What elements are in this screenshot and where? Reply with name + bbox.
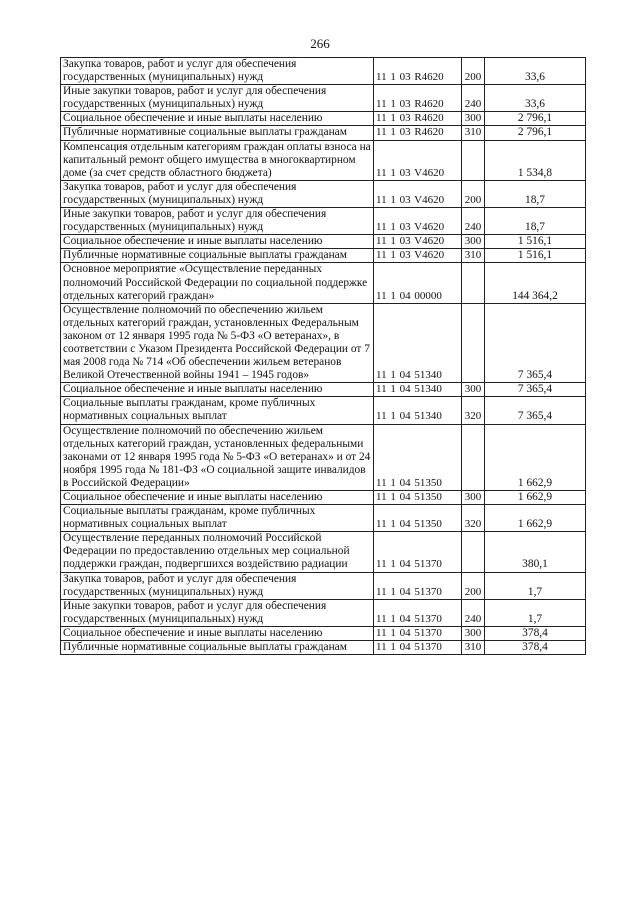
expense-type-code-cell: 200 bbox=[462, 180, 485, 207]
target-article-code-cell: 11 1 04 51370 bbox=[374, 572, 462, 599]
amount-cell: 18,7 bbox=[485, 208, 586, 235]
target-article-code-cell: 11 1 04 51350 bbox=[374, 424, 462, 490]
expense-name-cell bbox=[61, 599, 374, 626]
target-article-code-cell: 11 1 04 51370 bbox=[374, 532, 462, 572]
expense-name-text: Публичные нормативные социальные выплаты гражданам bbox=[63, 249, 347, 262]
expense-name-text: Публичные нормативные социальные выплаты гражданам bbox=[63, 126, 347, 139]
amount-cell: 1,7 bbox=[485, 572, 586, 599]
amount-cell: 1 662,9 bbox=[485, 424, 586, 490]
target-article-code-cell: 11 1 04 51350 bbox=[374, 491, 462, 505]
expense-type-code-cell: 240 bbox=[462, 85, 485, 112]
target-article-code-cell: 11 1 04 51370 bbox=[374, 626, 462, 640]
expense-name-text: Иные закупки товаров, работ и услуг для обеспечения государственных (муниципальных) нужд bbox=[63, 208, 327, 234]
expense-name-text: Закупка товаров, работ и услуг для обеспечения государственных (муниципальных) нужд bbox=[63, 572, 297, 598]
expense-name-text: Социальное обеспечение и иные выплаты населению bbox=[63, 235, 323, 248]
target-article-code-cell: 11 1 03 V4620 bbox=[374, 140, 462, 180]
target-article-code-cell: 11 1 03 V4620 bbox=[374, 249, 462, 263]
table-row bbox=[61, 140, 586, 180]
table-row bbox=[61, 572, 586, 599]
expense-name-cell bbox=[61, 641, 374, 655]
expense-name-text: Осуществление полномочий по обеспечению жильем отдельных категорий граждан, установленных Федеральным законом от 12 января 1995 года № 5-ФЗ «О ветеранах», в соответствии с Указом Президента Российской Федерации от 7 мая 2008 года № 714 «Об обеспечении жильем ветеранов Великой Отечественной войны 1941 – 1945 годов» bbox=[63, 303, 370, 382]
expense-type-code-cell: 240 bbox=[462, 599, 485, 626]
expense-type-code-cell: 300 bbox=[462, 491, 485, 505]
amount-cell: 1,7 bbox=[485, 599, 586, 626]
target-article-code-cell: 11 1 03 V4620 bbox=[374, 208, 462, 235]
amount-cell: 1 516,1 bbox=[485, 235, 586, 249]
budget-table bbox=[60, 57, 586, 655]
expense-name-text: Социальные выплаты гражданам, кроме публичных нормативных социальных выплат bbox=[63, 397, 316, 423]
expense-type-code-cell: 200 bbox=[462, 572, 485, 599]
expense-name-cell bbox=[61, 263, 374, 303]
expense-type-code-cell bbox=[462, 140, 485, 180]
target-article-code-cell: 11 1 03 V4620 bbox=[374, 235, 462, 249]
table-row bbox=[61, 126, 586, 140]
target-article-code-cell: 11 1 04 51370 bbox=[374, 641, 462, 655]
expense-name-text: Иные закупки товаров, работ и услуг для обеспечения государственных (муниципальных) нужд bbox=[63, 85, 327, 111]
amount-cell: 7 365,4 bbox=[485, 397, 586, 424]
target-article-code-cell: 11 1 03 V4620 bbox=[374, 180, 462, 207]
table-row bbox=[61, 641, 586, 655]
expense-name-text: Социальное обеспечение и иные выплаты населению bbox=[63, 112, 323, 125]
table-row bbox=[61, 505, 586, 532]
expense-name-cell bbox=[61, 249, 374, 263]
expense-name-cell bbox=[61, 208, 374, 235]
expense-name-text: Компенсация отдельным категориям граждан оплаты взноса на капитальный ремонт общего имущества в многоквартирном доме (за счет средств областного бюджета) bbox=[63, 140, 371, 179]
expense-type-code-cell: 200 bbox=[462, 58, 485, 85]
amount-cell: 378,4 bbox=[485, 626, 586, 640]
target-article-code-cell: 11 1 04 51340 bbox=[374, 383, 462, 397]
expense-name-cell bbox=[61, 383, 374, 397]
expense-name-cell bbox=[61, 303, 374, 383]
expense-type-code-cell: 300 bbox=[462, 626, 485, 640]
amount-cell: 1 516,1 bbox=[485, 249, 586, 263]
table-row bbox=[61, 599, 586, 626]
table-row bbox=[61, 491, 586, 505]
amount-cell: 7 365,4 bbox=[485, 303, 586, 383]
table-row bbox=[61, 626, 586, 640]
target-article-code-cell: 11 1 04 51350 bbox=[374, 505, 462, 532]
table-row bbox=[61, 235, 586, 249]
page-number: 266 bbox=[310, 36, 330, 51]
expense-name-cell bbox=[61, 112, 374, 126]
amount-cell: 380,1 bbox=[485, 532, 586, 572]
target-article-code-cell: 11 1 04 51370 bbox=[374, 599, 462, 626]
budget-table-body bbox=[61, 58, 586, 655]
expense-name-text: Социальное обеспечение и иные выплаты населению bbox=[63, 491, 323, 503]
expense-name-cell bbox=[61, 626, 374, 640]
expense-name-text: Социальное обеспечение и иные выплаты населению bbox=[63, 383, 323, 396]
target-article-code-cell: 11 1 04 51340 bbox=[374, 397, 462, 424]
expense-type-code-cell: 300 bbox=[462, 112, 485, 126]
expense-name-cell bbox=[61, 126, 374, 140]
expense-name-text: Основное мероприятие «Осуществление переданных полномочий Российской Федерации по социальной поддержке отдельных категорий граждан» bbox=[63, 263, 368, 302]
expense-type-code-cell bbox=[462, 532, 485, 572]
expense-name-cell bbox=[61, 85, 374, 112]
expense-name-text: Осуществление полномочий по обеспечению жильем отдельных категорий граждан, установленных федеральными законами от 12 января 1995 года № 5-ФЗ «О ветеранах» и от 24 ноября 1995 года № 181-ФЗ «О социальной защите инвалидов в Российской Федерации» bbox=[63, 424, 371, 489]
expense-name-text: Иные закупки товаров, работ и услуг для обеспечения государственных (муниципальных) нужд bbox=[63, 599, 327, 625]
expense-name-cell bbox=[61, 424, 374, 490]
expense-name-cell bbox=[61, 505, 374, 532]
expense-type-code-cell: 320 bbox=[462, 505, 485, 532]
amount-cell: 2 796,1 bbox=[485, 112, 586, 126]
amount-cell: 2 796,1 bbox=[485, 126, 586, 140]
expense-type-code-cell bbox=[462, 263, 485, 303]
amount-cell: 144 364,2 bbox=[485, 263, 586, 303]
expense-name-cell bbox=[61, 397, 374, 424]
expense-name-cell bbox=[61, 180, 374, 207]
expense-type-code-cell: 320 bbox=[462, 397, 485, 424]
expense-type-code-cell: 310 bbox=[462, 126, 485, 140]
table-row bbox=[61, 180, 586, 207]
target-article-code-cell: 11 1 03 R4620 bbox=[374, 58, 462, 85]
expense-name-text: Публичные нормативные социальные выплаты гражданам bbox=[63, 641, 347, 654]
expense-name-text: Закупка товаров, работ и услуг для обеспечения государственных (муниципальных) нужд bbox=[63, 58, 297, 84]
target-article-code-cell: 11 1 03 R4620 bbox=[374, 85, 462, 112]
expense-name-cell bbox=[61, 235, 374, 249]
table-row bbox=[61, 532, 586, 572]
table-row bbox=[61, 249, 586, 263]
amount-cell: 378,4 bbox=[485, 641, 586, 655]
target-article-code-cell: 11 1 04 51340 bbox=[374, 303, 462, 383]
amount-cell: 1 534,8 bbox=[485, 140, 586, 180]
target-article-code-cell: 11 1 03 R4620 bbox=[374, 126, 462, 140]
amount-cell: 1 662,9 bbox=[485, 505, 586, 532]
expense-type-code-cell: 310 bbox=[462, 641, 485, 655]
table-row bbox=[61, 85, 586, 112]
expense-type-code-cell: 300 bbox=[462, 383, 485, 397]
target-article-code-cell: 11 1 03 R4620 bbox=[374, 112, 462, 126]
expense-name-text: Социальные выплаты гражданам, кроме публичных нормативных социальных выплат bbox=[63, 505, 316, 531]
amount-cell: 33,6 bbox=[485, 58, 586, 85]
expense-name-cell bbox=[61, 572, 374, 599]
table-row bbox=[61, 208, 586, 235]
target-article-code-cell: 11 1 04 00000 bbox=[374, 263, 462, 303]
expense-type-code-cell: 310 bbox=[462, 249, 485, 263]
expense-name-cell bbox=[61, 58, 374, 85]
expense-type-code-cell bbox=[462, 424, 485, 490]
expense-name-text: Социальное обеспечение и иные выплаты населению bbox=[63, 626, 323, 639]
table-row bbox=[61, 424, 586, 490]
expense-name-cell bbox=[61, 140, 374, 180]
amount-cell: 7 365,4 bbox=[485, 383, 586, 397]
table-row bbox=[61, 112, 586, 126]
amount-cell: 1 662,9 bbox=[485, 491, 586, 505]
table-row bbox=[61, 263, 586, 303]
amount-cell: 33,6 bbox=[485, 85, 586, 112]
expense-type-code-cell bbox=[462, 303, 485, 383]
table-row bbox=[61, 303, 586, 383]
table-row bbox=[61, 58, 586, 85]
expense-type-code-cell: 240 bbox=[462, 208, 485, 235]
expense-name-cell bbox=[61, 532, 374, 572]
table-row bbox=[61, 383, 586, 397]
expense-name-text: Осуществление переданных полномочий Российской Федерации по предоставлению отдельных мер социальной поддержки граждан, подвергшихся воздействию радиации bbox=[63, 532, 350, 571]
expense-type-code-cell: 300 bbox=[462, 235, 485, 249]
expense-name-cell bbox=[61, 491, 374, 505]
expense-name-text: Закупка товаров, работ и услуг для обеспечения государственных (муниципальных) нужд bbox=[63, 180, 297, 206]
amount-cell: 18,7 bbox=[485, 180, 586, 207]
table-row bbox=[61, 397, 586, 424]
